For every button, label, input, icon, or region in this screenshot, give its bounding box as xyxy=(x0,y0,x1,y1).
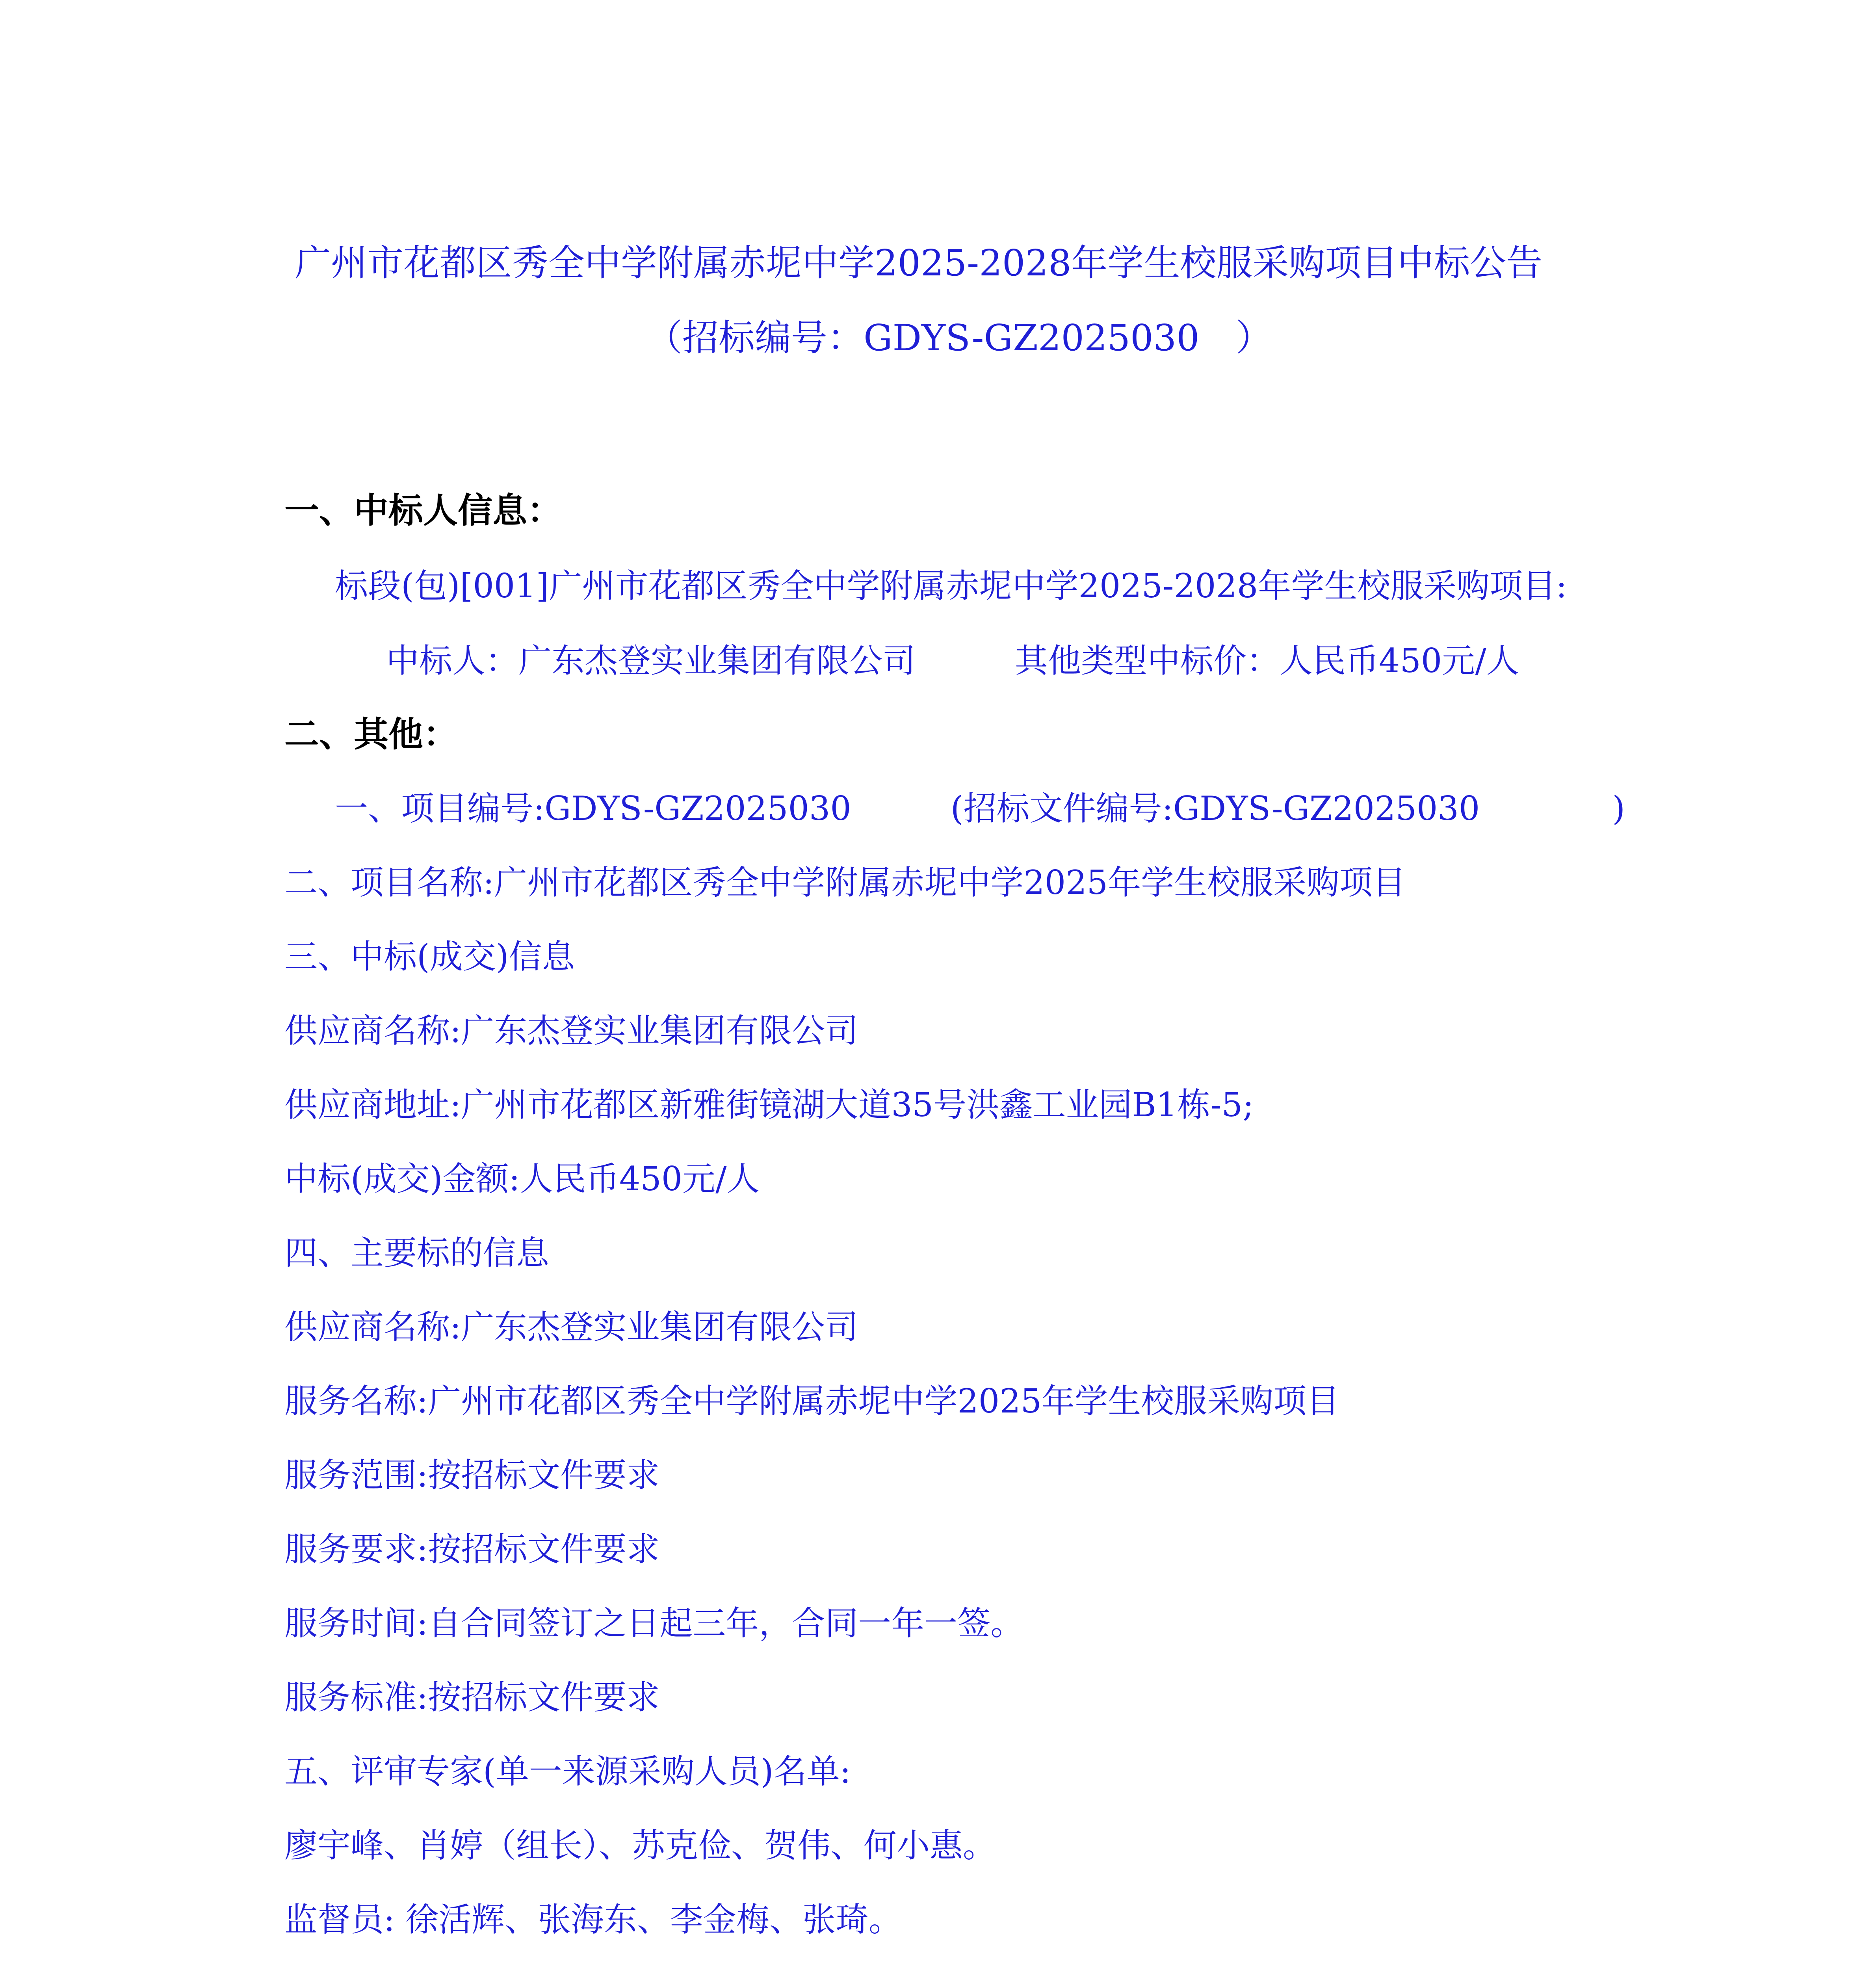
other-line-experts-list: 廖宇峰、肖婷（组长）、苏克俭、贺伟、何小惠。 xyxy=(284,1826,996,1865)
other-line-main-subject-heading: 四、主要标的信息 xyxy=(284,1234,550,1272)
tender-number: （招标编号：GDYS-GZ2025030 ） xyxy=(646,317,1272,359)
other-line-project-name: 二、项目名称:广州市花都区秀全中学附属赤坭中学2025年学生校服采购项目 xyxy=(284,863,1406,902)
other-line-service-standard: 服务标准:按招标文件要求 xyxy=(284,1678,660,1717)
other-line-project-no: 一、项目编号:GDYS-GZ2025030 (招标文件编号:GDYS-GZ2025030 ) xyxy=(335,789,1625,828)
lot-line: 标段(包)[001]广州市花都区秀全中学附属赤坭中学2025-2028年学生校服采购项目: xyxy=(335,567,1567,605)
other-line-award-amount: 中标(成交)金额:人民币450元/人 xyxy=(284,1160,760,1198)
other-line-supplier-name: 供应商名称:广东杰登实业集团有限公司 xyxy=(284,1011,858,1050)
other-line-award-info-heading: 三、中标(成交)信息 xyxy=(284,937,575,976)
other-line-experts-heading: 五、评审专家(单一来源采购人员)名单: xyxy=(284,1752,851,1791)
section-heading-other: 二、其他： xyxy=(284,714,458,755)
other-line-supervisors: 监督员: 徐活辉、张海东、李金梅、张琦。 xyxy=(284,1900,902,1939)
document-title: 广州市花都区秀全中学附属赤坭中学2025-2028年学生校服采购项目中标公告 xyxy=(295,242,1543,284)
other-line-supplier-name-2: 供应商名称:广东杰登实业集团有限公司 xyxy=(284,1308,858,1346)
winner-line: 中标人：广东杰登实业集团有限公司 其他类型中标价：人民币450元/人 xyxy=(386,641,1519,680)
section-heading-winner-info: 一、中标人信息： xyxy=(284,490,562,531)
other-line-service-scope: 服务范围:按招标文件要求 xyxy=(284,1456,660,1494)
other-line-supplier-address: 供应商地址:广州市花都区新雅街镜湖大道35号洪鑫工业园B1栋-5; xyxy=(284,1085,1254,1124)
other-line-service-time: 服务时间:自合同签订之日起三年，合同一年一签。 xyxy=(284,1604,1024,1643)
other-line-service-requirements: 服务要求:按招标文件要求 xyxy=(284,1530,660,1569)
other-line-service-name: 服务名称:广州市花都区秀全中学附属赤坭中学2025年学生校服采购项目 xyxy=(284,1382,1340,1420)
